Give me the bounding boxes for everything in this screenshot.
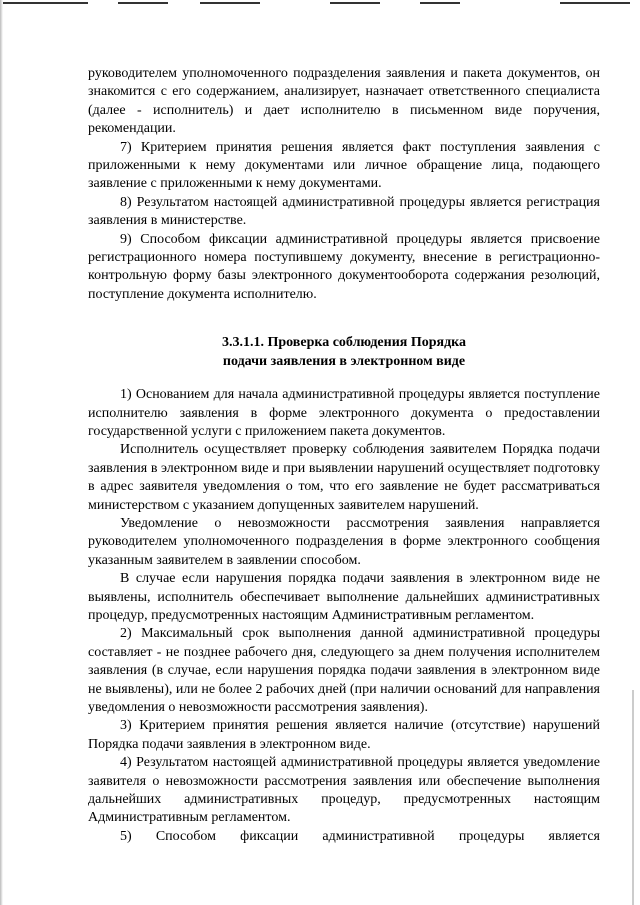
section-heading <box>88 334 600 371</box>
paragraph-item-9: 9) Способом фиксации административной процедуры является присвоение регистрационного номера поступившему документу, внесение в регистрационно-контрольную форму базы электронного документооборота содержания резолюций, поступление документа исполнителю. <box>88 231 600 302</box>
scan-top-marks <box>0 0 640 6</box>
document-body <box>88 65 600 846</box>
paragraph-sec-item-4: 4) Результатом настоящей административной процедуры является уведомление заявителя о невозможности рассмотрения заявления или обеспечение выполнения дальнейших административных процедур, предусмотренных настоящим Административным регламентом. <box>88 755 600 826</box>
paragraph-sec-ok: В случае если нарушения порядка подачи заявления в электронном виде не выявлены, исполнитель обеспечивает выполнение дальнейших административных процедур, предусмотренных настоящим Административным регламентом. <box>88 571 600 623</box>
scan-right-edge <box>632 690 634 905</box>
paragraph-sec-item-3: 3) Критерием принятия решения является наличие (отсутствие) нарушений Порядка подачи заявления в электронном виде. <box>88 718 600 752</box>
paragraph-sec-item-5: 5) Способом фиксации административной процедуры является <box>120 828 600 844</box>
paragraph-item-7: 7) Критерием принятия решения является факт поступления заявления с приложенными к нему документами или личное обращение лица, подающего заявление с приложенными к нему документами. <box>88 139 600 192</box>
paragraph-item-8: 8) Результатом настоящей административной процедуры является регистрация заявления в министерстве. <box>88 194 600 229</box>
paragraph-sec-item-2: 2) Максимальный срок выполнения данной административной процедуры составляет - не позднее рабочего дня, следующего за днем получения исполнителем заявления (в случае, если нарушения порядка подачи заявления в электронном виде не выявлены), или не более 2 рабочих дней (при наличии оснований для направления уведомления о невозможности рассмотрения заявления). <box>88 626 600 715</box>
paragraph-sec-notice: Уведомление о невозможности рассмотрения заявления направляется руководителем уполномоченного подразделения в форме электронного сообщения указанным заявителем в заявлении способом. <box>88 515 600 568</box>
section-heading-line-2: подачи заявления в электронном виде <box>222 353 466 369</box>
paragraph-sec-check: Исполнитель осуществляет проверку соблюдения заявителем Порядка подачи заявления в электронном виде и при выявлении нарушений осуществляет подготовку в адрес заявителя уведомления о том, что его заявление не будет рассматриваться министерством с указанием допущенных заявителем нарушений. <box>88 442 600 513</box>
paragraph-intro: руководителем уполномоченного подразделения заявления и пакета документов, он знакомится с его содержанием, анализирует, назначает ответственного специалиста (далее - исполнитель) и дает исполнителю в письменном виде поручения, рекомендации. <box>88 66 600 137</box>
paragraph-sec-item-1: 1) Основанием для начала административной процедуры является поступление исполнителю заявления в форме электронного документа о предоставлении государственной услуги с приложением пакета документов. <box>88 387 600 439</box>
scan-left-shadow <box>0 0 3 905</box>
section-heading-line-1: 3.3.1.1. Проверка соблюдения Порядка <box>221 335 467 351</box>
